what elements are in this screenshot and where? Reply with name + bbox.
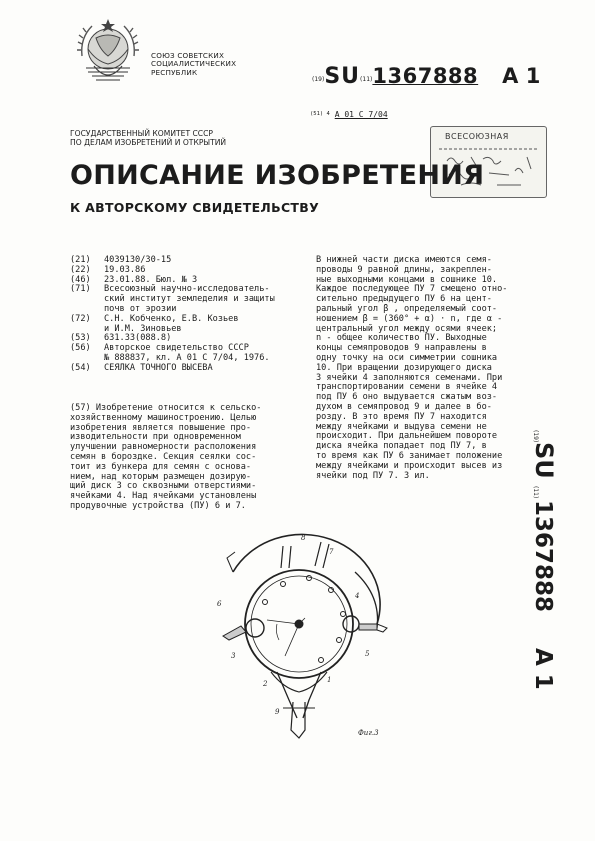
description-line: n - общее количество ПУ. Выходные bbox=[316, 333, 487, 344]
description-line: между ячейками и выдува семени не bbox=[316, 421, 487, 432]
publication-number bbox=[312, 64, 540, 89]
figure-label: 6 bbox=[217, 600, 222, 608]
inid-code: (46) bbox=[70, 274, 91, 285]
abstract-line: продувочные устройства (ПУ) 6 и 7. bbox=[70, 500, 246, 511]
figure-caption: Фиг.3 bbox=[358, 729, 379, 737]
issuer-line: РЕСПУБЛИК bbox=[151, 67, 198, 77]
description-line: В нижней части диска имеются семя- bbox=[316, 255, 492, 265]
blower-unit-6 bbox=[246, 619, 264, 637]
bibliographic-data bbox=[70, 256, 300, 374]
biblio-value: почв от эрозии bbox=[104, 303, 177, 314]
figure-label: 4 bbox=[355, 592, 360, 600]
abstract-line: изводительности при одновременном bbox=[70, 432, 241, 443]
patent-number: 1367888 bbox=[372, 64, 479, 88]
description-line: розду. В это время ПУ 7 находится bbox=[316, 411, 487, 422]
inid-code-51: (51) 4 bbox=[310, 111, 330, 117]
inid-code: (21) bbox=[70, 255, 91, 265]
abstract-line: улучшении равномерности расположения bbox=[70, 442, 257, 453]
biblio-value: Авторское свидетельство СССР bbox=[104, 343, 249, 354]
biblio-value: 631.33(088.8) bbox=[104, 333, 172, 344]
biblio-row bbox=[70, 364, 300, 374]
description-line: между ячейками и происходит высев из bbox=[316, 460, 503, 471]
description-line: ношением β = (360° + α) · n, где α - bbox=[316, 313, 503, 324]
issuer-line: СОЦИАЛИСТИЧЕСКИХ bbox=[151, 59, 237, 69]
inid-code-11: (11) bbox=[360, 76, 373, 83]
ipc-code: A 01 C 7/04 bbox=[334, 110, 388, 119]
abstract-line: ячейками 4. Над ячейками установлены bbox=[70, 491, 257, 502]
description-line: диска ячейка попадает под ПУ 7, в bbox=[316, 441, 487, 452]
description-text bbox=[316, 256, 536, 481]
vertical-code-19: (19) bbox=[532, 430, 539, 443]
stamp-label: ВСЕСОЮЗНАЯ bbox=[445, 132, 509, 141]
kind-code: A 1 bbox=[502, 64, 541, 88]
inid-code: (71) bbox=[70, 284, 91, 295]
vertical-kind: A 1 bbox=[530, 648, 556, 690]
figure-label: 1 bbox=[327, 676, 332, 684]
description-line: транспортировании семени в ячейке 4 bbox=[316, 382, 498, 393]
abstract-line: щий диск 3 со сквозными отверстиями- bbox=[70, 481, 257, 492]
biblio-value: 19.03.86 bbox=[104, 264, 146, 275]
description-line: концы семяпроводов 9 направлены в bbox=[316, 343, 487, 354]
figure-label: 3 bbox=[231, 652, 236, 660]
description-line: ральный угол β , определяемый соот- bbox=[316, 303, 498, 314]
issuer-line: СОЮЗ СОВЕТСКИХ bbox=[151, 51, 225, 60]
biblio-value: 4039130/30-15 bbox=[104, 255, 172, 265]
document-title: ОПИСАНИЕ ИЗОБРЕТЕНИЯ bbox=[70, 160, 485, 191]
abstract-line: тоит из бункера для семян с основа- bbox=[70, 461, 252, 472]
figure-label: 5 bbox=[365, 650, 370, 658]
description-line: духом в семяпровод 9 и далее в бо- bbox=[316, 401, 492, 412]
abstract-line: семян в бороздке. Секция сеялки сос- bbox=[70, 451, 257, 462]
seeder-disk-drawing bbox=[205, 532, 395, 742]
abstract-line: хозяйственному машиностроению. Целью bbox=[70, 412, 257, 423]
vertical-publication-number bbox=[524, 430, 558, 700]
description-line: Каждое последующее ПУ 7 смещено отно- bbox=[316, 284, 508, 295]
inid-code: (72) bbox=[70, 313, 91, 324]
description-line: происходит. При дальнейшем повороте bbox=[316, 431, 498, 442]
description-line: 10. При вращении дозирующего диска bbox=[316, 362, 492, 373]
description-line: центральный угол между осями ячеек; bbox=[316, 323, 498, 334]
country-code: SU bbox=[324, 64, 361, 89]
inid-code: (56) bbox=[70, 343, 91, 354]
abstract-text bbox=[70, 404, 300, 512]
description-line: то время как ПУ 6 занимает положение bbox=[316, 450, 503, 461]
biblio-value: Всесоюзный научно-исследователь- bbox=[104, 284, 270, 295]
blower-unit-7 bbox=[343, 616, 359, 632]
description-line: ные выходными концами в сошнике 10. bbox=[316, 274, 498, 285]
ussr-emblem-icon bbox=[74, 16, 142, 86]
description-line: сительно предыдущего ПУ 6 на цент- bbox=[316, 294, 492, 305]
inid-code: (54) bbox=[70, 362, 91, 373]
inid-code: (53) bbox=[70, 333, 91, 344]
description-line: проводы 9 равной длины, закреплен- bbox=[316, 264, 492, 275]
vertical-number: 1367888 bbox=[530, 500, 556, 613]
abstract-line: (57) Изобретение относится к сельско- bbox=[70, 403, 262, 413]
biblio-value: СЕЯЛКА ТОЧНОГО ВЫСЕВА bbox=[104, 362, 213, 373]
figure-label: 8 bbox=[301, 534, 306, 542]
issuer-name bbox=[151, 52, 236, 77]
committee-name bbox=[70, 129, 226, 147]
biblio-value: ский институт земледелия и защиты bbox=[104, 294, 275, 305]
abstract-line: изобретения является повышение про- bbox=[70, 422, 252, 433]
abstract-line: нием, над которым размещен дозирую- bbox=[70, 471, 252, 482]
committee-line: ПО ДЕЛАМ ИЗОБРЕТЕНИЙ И ОТКРЫТИЙ bbox=[70, 138, 227, 148]
inid-code: (22) bbox=[70, 264, 91, 275]
figure-label: 7 bbox=[329, 548, 334, 556]
biblio-value: № 888837, кл. A 01 C 7/04, 1976. bbox=[104, 352, 270, 363]
committee-line: ГОСУДАРСТВЕННЫЙ КОМИТЕТ СССР bbox=[70, 129, 213, 138]
figure-label: 9 bbox=[275, 708, 280, 716]
description-line: одну точку на оси симметрии сошника bbox=[316, 352, 498, 363]
inid-code bbox=[70, 295, 104, 305]
seed-tubes bbox=[277, 672, 321, 718]
ipc-classification bbox=[310, 110, 388, 119]
description-line: под ПУ 6 оно выдувается сжатым воз- bbox=[316, 392, 498, 403]
biblio-value: С.Н. Кобченко, Е.В. Козьев bbox=[104, 313, 239, 324]
document-subtitle: К АВТОРСКОМУ СВИДЕТЕЛЬСТВУ bbox=[70, 200, 320, 215]
vertical-code-11: (11) bbox=[532, 486, 539, 499]
vertical-country: SU bbox=[530, 442, 558, 479]
inid-code-19: (19) bbox=[312, 76, 325, 83]
biblio-value: 23.01.88. Бюл. № 3 bbox=[104, 274, 198, 285]
figure-label: 2 bbox=[263, 680, 268, 688]
biblio-value: и И.М. Зиновьев bbox=[104, 323, 182, 334]
description-line: 3 ячейки 4 заполняются семенами. При bbox=[316, 372, 503, 383]
furrow-opener bbox=[291, 702, 305, 738]
description-line: ячейки под ПУ 7. 3 ил. bbox=[316, 470, 430, 481]
